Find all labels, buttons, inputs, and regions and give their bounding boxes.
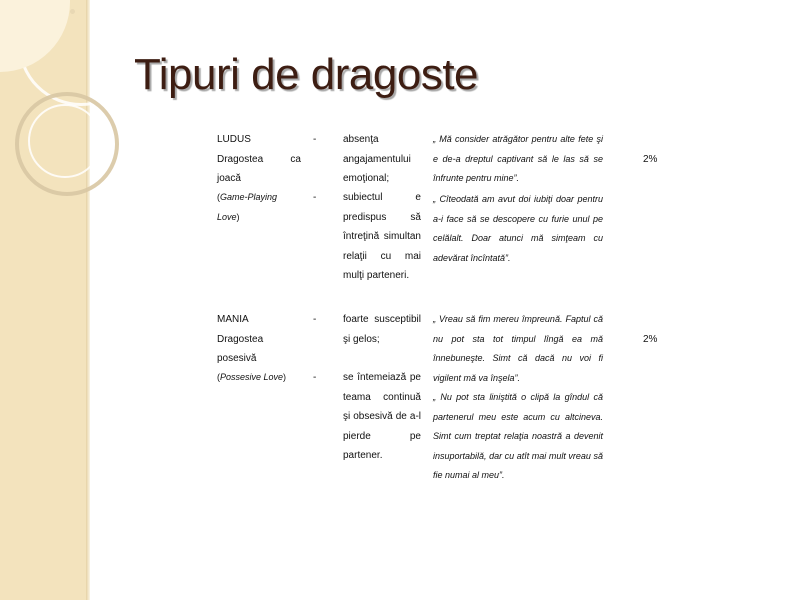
percentage-value: 2% [643, 154, 658, 165]
list-dash: - [313, 314, 317, 325]
example-quote: „ Vreau să fim mereu împreună. Faptul că nu pot sta tot timpul lîngă ea mă înnebuneşte. Simt că dacă nu voi fi vigilent mă va înşela”. [433, 314, 603, 383]
english-label: Love [217, 211, 237, 222]
love-type-label: LUDUS [217, 134, 251, 145]
love-type-label: Dragostea [217, 333, 264, 345]
paren-close: ) [283, 372, 287, 382]
love-type-label: posesivă [217, 353, 257, 364]
trait-description: se întemeiază pe teama continuă şi obsesivă de a-l pierde pe partener. [343, 372, 421, 461]
english-name [217, 368, 301, 388]
english-label: Game-Playing [220, 192, 278, 202]
love-type-label: Dragostea ca [217, 153, 301, 165]
love-type-label: joacă [217, 173, 241, 184]
paren-close: ) [236, 211, 240, 222]
percentage-value: 2% [643, 334, 658, 345]
example-quote: „ Cîteodată am avut doi iubiţi doar pentru a-i face să se descopere cu furie unul pe celălalt. Doar atunci mă simţeam cu adevărat încîntată”. [433, 194, 603, 263]
trait-description: absenţa angajamentului emoţional; [343, 134, 411, 184]
trait-description: foarte susceptibil şi gelos; [343, 314, 421, 345]
love-type-name [217, 130, 301, 189]
love-type-name [217, 310, 301, 369]
trait-description: subiectul e predispus să întreţină simultan relaţii cu mai mulţi parteneri. [343, 192, 421, 281]
list-dash: - [313, 134, 317, 145]
example-quote: „ Mă consider atrăgător pentru alte fete şi e de-a dreptul captivant să le las să se înfrunte pentru mine”. [433, 134, 603, 183]
decorative-dot [70, 9, 75, 14]
example-quote: „ Nu pot sta liniştită o clipă la gîndul că partenerul meu este acum cu altcineva. Simt cum treptat relaţia noastră a devenit insuportabilă, dar cu atît mai mult vreau să fie numai al meu”. [433, 392, 603, 480]
list-dash: - [313, 372, 317, 383]
paren-open: ( [217, 192, 220, 202]
love-type-label: MANIA [217, 314, 249, 325]
decorative-ring-inner [28, 104, 102, 178]
paren-open: ( [217, 372, 220, 382]
slide-title: Tipuri de dragoste [134, 50, 479, 99]
english-label: Possesive Love [220, 372, 284, 382]
list-dash: - [313, 192, 317, 203]
english-name [217, 188, 301, 227]
